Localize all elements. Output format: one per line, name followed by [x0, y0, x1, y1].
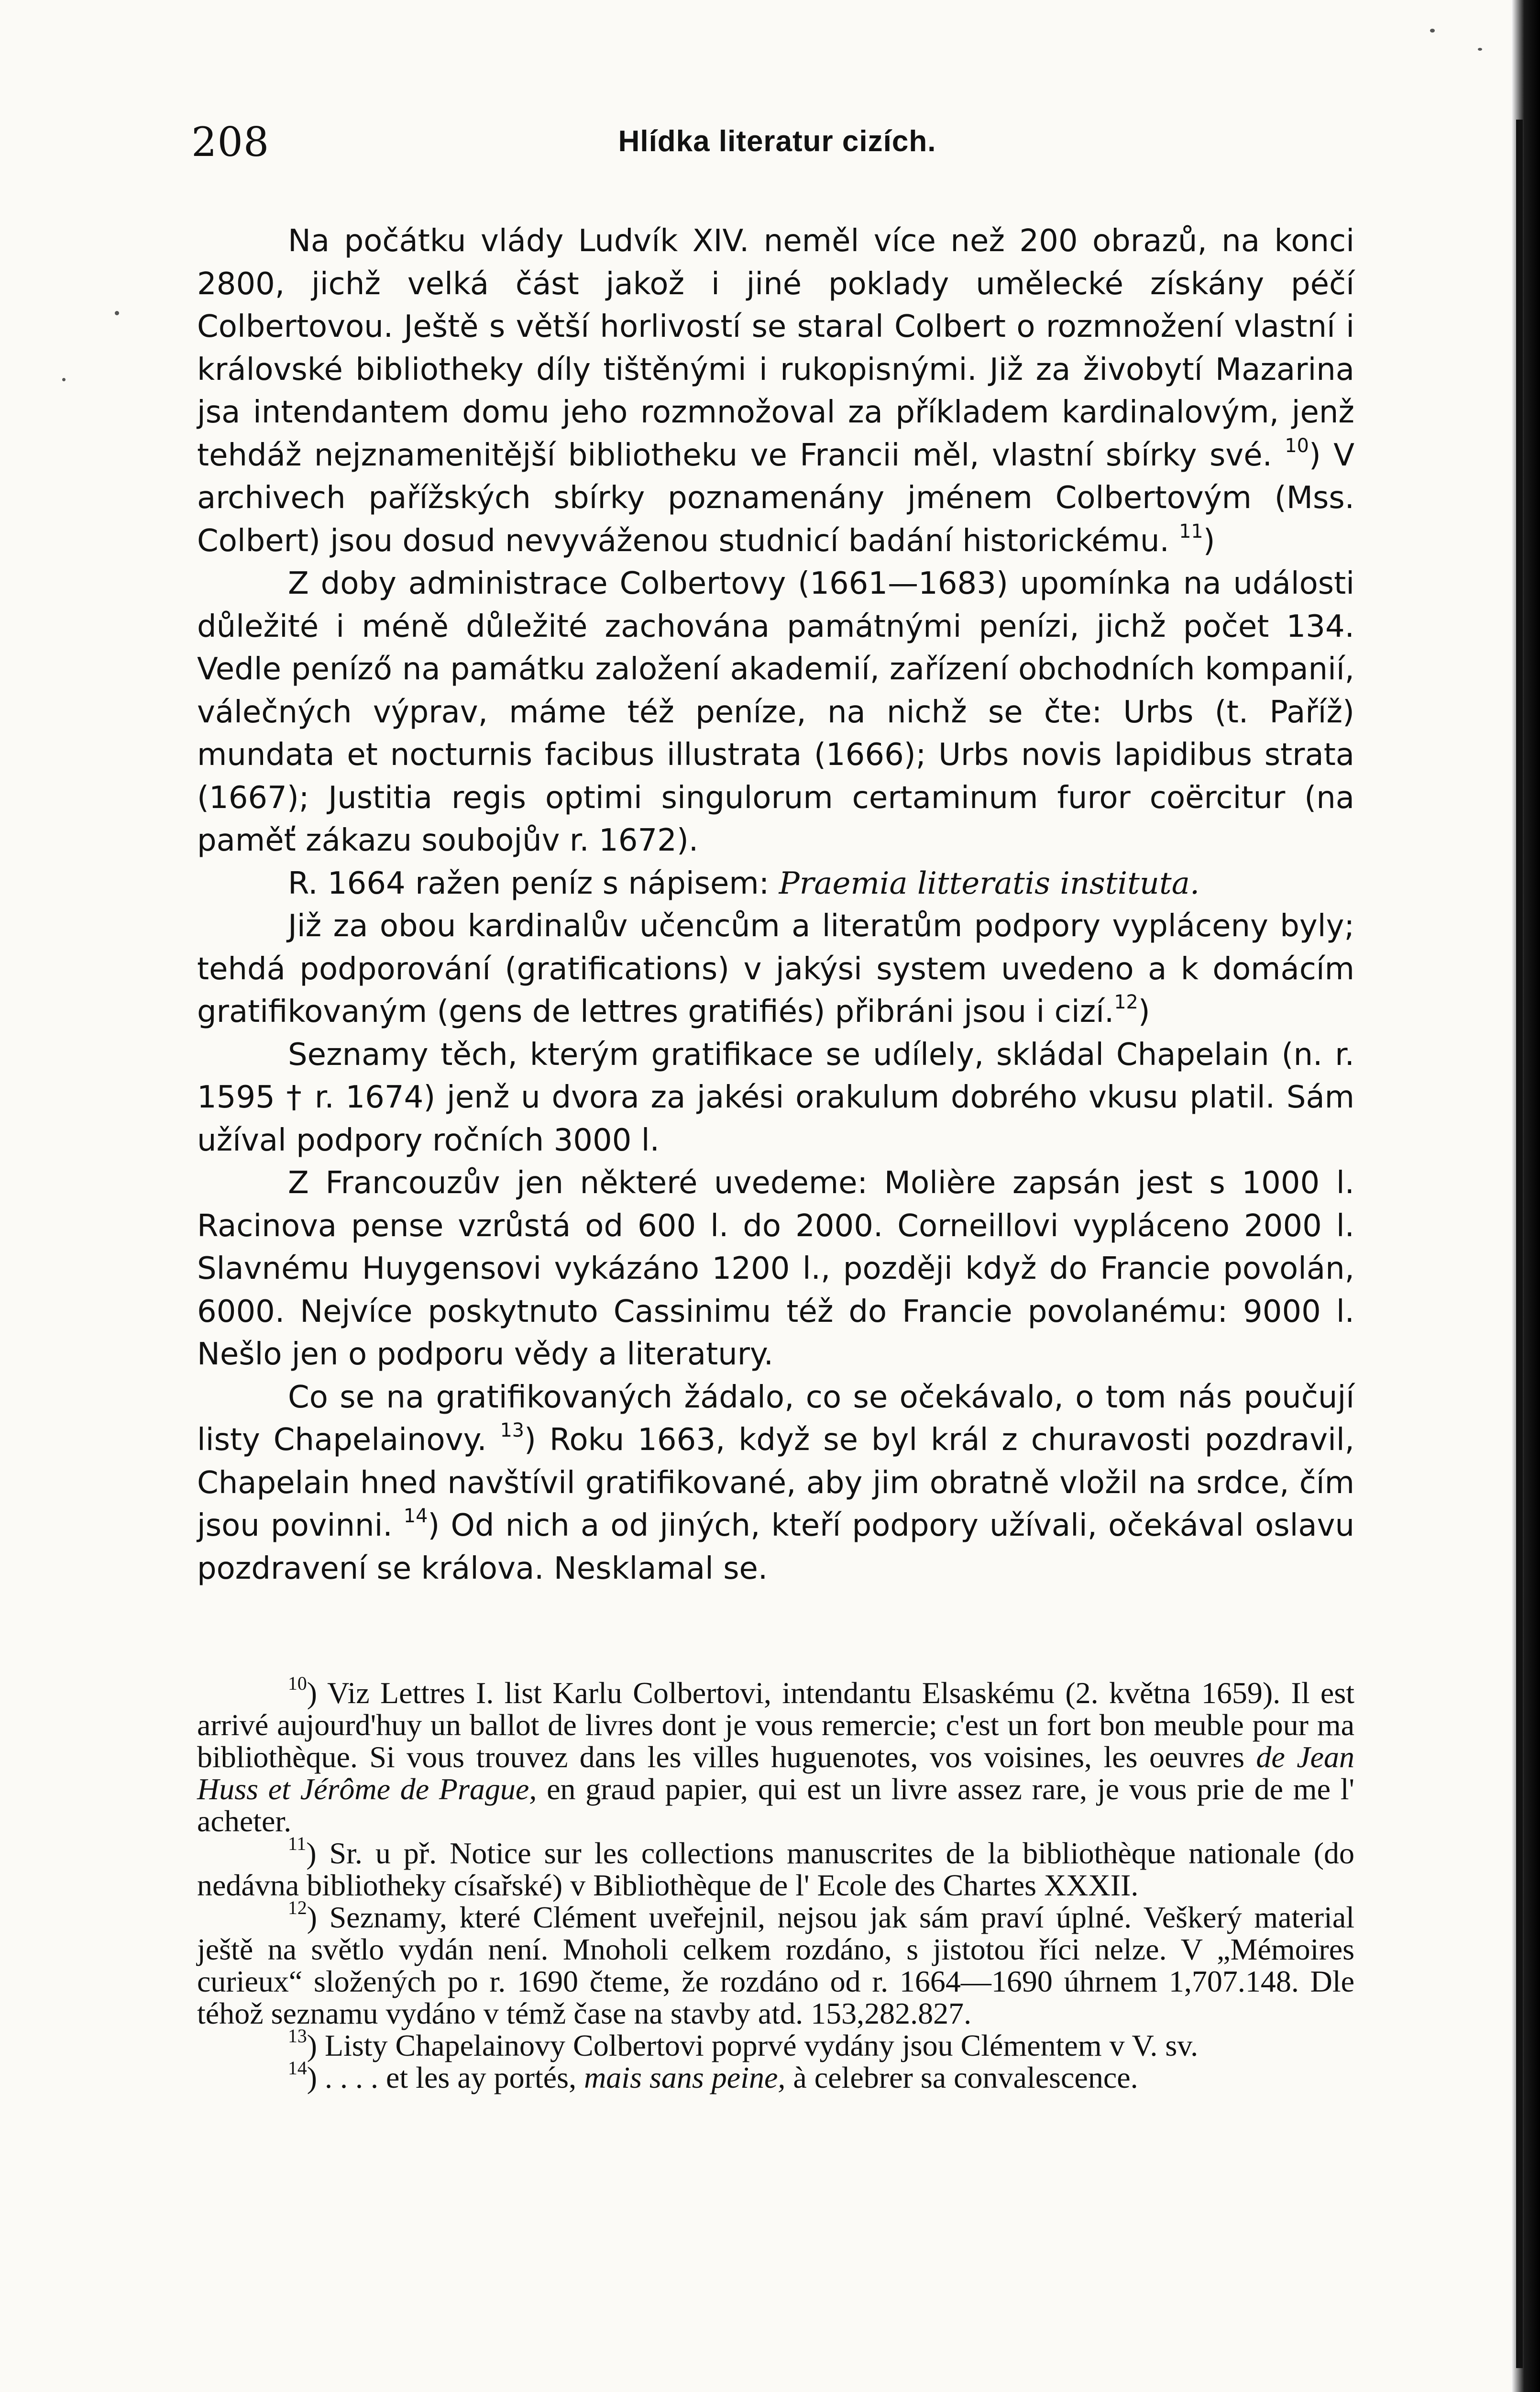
paragraph-4: Již za obou kardinalův učencům a literatům podpory vypláceny byly; tehdá podporování (gratifications) v jakýsi system uvedeno a k domácím gratifikovaným (gens de lettres gratifiés) přibráni jsou i cizí.$^{12}$)	[197, 908, 1354, 1030]
footnote-ref-10: 10	[1285, 434, 1309, 457]
paragraph-2: Z doby administrace Colbertovy (1661—1683) upomínka na události důležité i méně důležité zachována památnými penízi, jichž počet 134. Vedle peníző na památku založení akademií, zařízení obchodních kompanií, válečných výprav, máme též peníze, na nichž se čte: Urbs (t. Paříž) mundata et nocturnis facibus illustrata (1666); Urbs novis lapidibus strata (1667); Justitia regis optimi singulorum certaminum furor coërcitur (na paměť zákazu soubojův r. 1672).	[197, 566, 1354, 858]
paragraph-1: Na počátku vlády Ludvík XIV. neměl více než 200 obrazů, na konci 2800, jichž velká část jakož i jiné poklady umělecké získány péčí Colbertovou. Ještě s větší horlivostí se staral Colbert o rozmnožení vlastní i královské bibliotheky díly tištěnými i rukopisnými. Již za živobytí Mazarina jsa intendantem domu jeho rozmnožoval za příkladem kardinalovým, jenž tehdáž nejznamenitější bibliotheku ve Francii měl, vlastní sbírky své. $^{10}$) V archivech pařížských sbírky poznamenány jménem Colbertovým (Mss. Colbert) jsou dosud nevyváženou studnicí badání historickému. $^{11}$)	[197, 223, 1355, 559]
page-header	[191, 119, 1363, 171]
running-title: Hlídka literatur cizích.	[618, 125, 936, 158]
footnote-14: $^{14}$) . . . . et les ay portés, mais sans peine, à celebrer sa convalescence.	[288, 2058, 1138, 2094]
scan-speck	[62, 378, 66, 381]
paragraph-5: Seznamy těch, kterým gratifikace se udílely, skládal Chapelain (n. r. 1595 † r. 1674) jenž u dvora za jakési orakulum dobrého vkusu platil. Sám užíval podpory ročních 3000 l.	[197, 1037, 1354, 1158]
footnote-ref-11: 11	[1179, 520, 1203, 543]
footnote-13: $^{13}$) Listy Chapelainovy Colbertovi poprvé vydány jsou Clémentem v V. sv.	[288, 2026, 1199, 2062]
paragraph-7: Co se na gratifikovaných žádalo, co se očekávalo, o tom nás poučují listy Chapelainovy. $^{13}$) Roku 1663, když se byl král z churavosti pozdravil, Chapelain hned navštívil gratifikované, aby jim obratně vložil na srdce, čím jsou povinni. $^{14}$) Od nich a od jiných, kteří podpory užívali, očekával oslavu pozdravení se králova. Nesklamal se.	[197, 1379, 1355, 1586]
paragraph-6: Z Francouzův jen některé uvedeme: Molière zapsán jest s 1000 l. Racinova pense vzrůstá od 600 l. do 2000. Corneillovi vypláceno 2000 l. Slavnému Huygensovi vykázáno 1200 l., později když do Francie povolán, 6000. Nejvíce poskytnuto Cassinimu též do Francie povolanému: 9000 l. Nešlo jen o podporu vědy a literatury.	[197, 1165, 1354, 1372]
footnote-ref-12: 12	[1114, 991, 1138, 1014]
footnote-ref-13: 13	[500, 1419, 525, 1442]
footnotes	[197, 1673, 1355, 2094]
binding-edge-line	[1516, 120, 1523, 2368]
medal-motto: Praemia litteratis instituta.	[779, 865, 1200, 901]
footnote-12: $^{12}$) Seznamy, které Clément uveřejnil, nejsou jak sám praví úplné. Veškerý material ještě na světlo vydán není. Mnoholi celkem rozdáno, s jistotou říci nelze. V „Mémoires curieux“ složených po r. 1690 čteme, že rozdáno od r. 1664—1690 úhrnem 1,707.148. Dle téhož seznamu vydáno v témž čase na stavby atd. 153,282.827.	[197, 1897, 1354, 2030]
footnote-10: $^{10}$) Viz Lettres I. list Karlu Colbertovi, intendantu Elsaskému (2. května 1659). Il est arrivé aujourd'huy un ballot de livres dont je vous remercie; c'est un fort bon meuble pour ma bibliothèque. Si vous trouvez dans les villes huguenotes, vos voisines, les oeuvres de Jean Huss et Jérôme de Prague, en graud papier, qui est un livre assez rare, je vous prie de me l' acheter.	[197, 1673, 1355, 1838]
page-number: 208	[191, 119, 270, 166]
scan-speck	[1478, 48, 1482, 51]
scan-speck	[115, 311, 119, 315]
footnote-ref-14: 14	[403, 1505, 428, 1528]
paragraph-3: R. 1664 ražen peníz s nápisem: Praemia litteratis instituta.	[288, 865, 1200, 901]
scan-speck	[1430, 29, 1435, 33]
main-text	[197, 220, 1354, 1590]
footnote-11: $^{11}$) Sr. u př. Notice sur les collections manuscrites de la bibliothèque nationale (do nedávna bibliotheky císařské) v Bibliothèque de l' Ecole des Chartes XXXII.	[197, 1833, 1354, 1902]
page-edge-shadow	[1511, 0, 1540, 2392]
